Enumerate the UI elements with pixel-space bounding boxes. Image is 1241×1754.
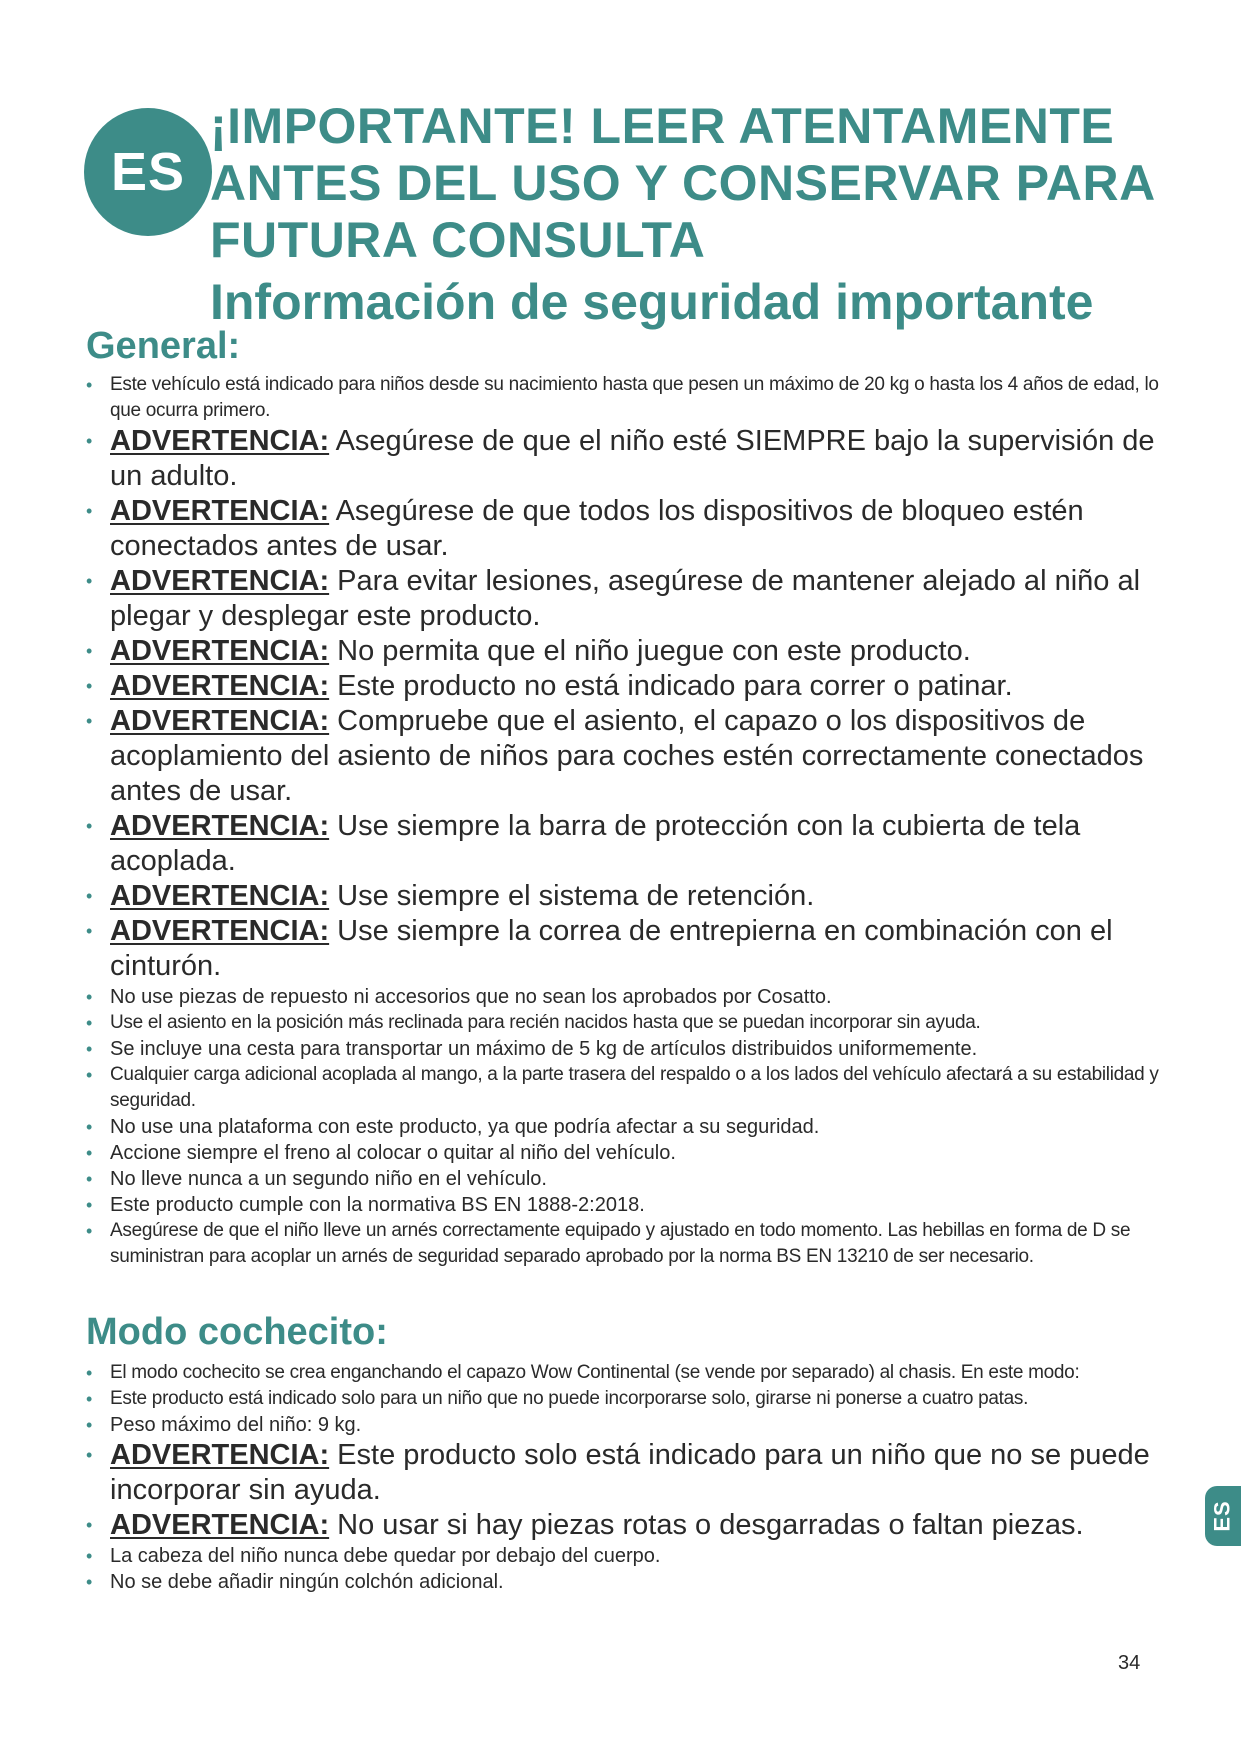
list-item bbox=[86, 1543, 1176, 1569]
item-text: Asegúrese de que el niño lleve un arnés correctamente equipado y ajustado en todo momento. Las hebillas en forma de D se suministran para acoplar un arnés de seguridad separado aprobado por la norma BS EN 13210 de ser necesario. bbox=[110, 1220, 1131, 1267]
language-side-tab bbox=[1205, 1486, 1241, 1546]
warning-label: ADVERTENCIA: bbox=[110, 635, 330, 667]
item-text: Asegúrese de que todos los dispositivos de bloqueo estén conectados antes de usar. bbox=[110, 495, 1084, 562]
warning-label: ADVERTENCIA: bbox=[110, 1509, 330, 1541]
cochecito-list bbox=[86, 1360, 1176, 1595]
warning-item bbox=[86, 634, 1176, 669]
page-subtitle: Información de seguridad importante bbox=[210, 274, 1094, 330]
item-text: Este producto no está indicado para correr o patinar. bbox=[329, 670, 1013, 702]
warning-item bbox=[86, 424, 1176, 494]
list-item bbox=[86, 1114, 1176, 1140]
page-number: 34 bbox=[1118, 1652, 1141, 1674]
item-text: No se debe añadir ningún colchón adicional. bbox=[110, 1571, 504, 1593]
list-item bbox=[86, 1010, 1176, 1036]
warning-label: ADVERTENCIA: bbox=[110, 810, 330, 842]
title-line: ¡IMPORTANTE! LEER ATENTAMENTE bbox=[210, 98, 1115, 154]
warning-item bbox=[86, 879, 1176, 914]
item-text: Peso máximo del niño: 9 kg. bbox=[110, 1414, 362, 1436]
item-text: Accione siempre el freno al colocar o quitar al niño del vehículo. bbox=[110, 1142, 676, 1164]
item-text: Se incluye una cesta para transportar un máximo de 5 kg de artículos distribuidos uniformemente. bbox=[110, 1038, 978, 1060]
item-text: Compruebe que el asiento, el capazo o los dispositivos de acoplamiento del asiento de niños para coches estén correctamente conectados antes de usar. bbox=[110, 705, 1144, 807]
title-line: ANTES DEL USO Y CONSERVAR PARA bbox=[210, 155, 1156, 211]
item-text: No use piezas de repuesto ni accesorios que no sean los aprobados por Cosatto. bbox=[110, 986, 832, 1008]
section-title: General: bbox=[86, 325, 241, 367]
section-title: Modo cochecito: bbox=[86, 1311, 388, 1353]
list-item bbox=[86, 984, 1176, 1010]
warning-item bbox=[86, 914, 1176, 984]
warning-label: ADVERTENCIA: bbox=[110, 1439, 330, 1471]
warning-item bbox=[86, 1508, 1176, 1543]
list-item bbox=[86, 1036, 1176, 1062]
item-text: No use una plataforma con este producto, ya que podría afectar a su seguridad. bbox=[110, 1116, 820, 1138]
warning-item bbox=[86, 669, 1176, 704]
item-text: Use siempre la correa de entrepierna en combinación con el cinturón. bbox=[110, 915, 1113, 982]
list-item bbox=[86, 1218, 1176, 1270]
warning-label: ADVERTENCIA: bbox=[110, 565, 330, 597]
item-text: Cualquier carga adicional acoplada al mango, a la parte trasera del respaldo o a los lados del vehículo afectará a su estabilidad y seguridad. bbox=[110, 1064, 1159, 1111]
item-text: No permita que el niño juegue con este producto. bbox=[329, 635, 971, 667]
list-item bbox=[86, 1192, 1176, 1218]
cochecito-section bbox=[86, 1310, 1176, 1595]
item-text: No lleve nunca a un segundo niño en el vehículo. bbox=[110, 1168, 547, 1190]
side-tab-label: ES bbox=[1209, 1500, 1235, 1532]
warning-label: ADVERTENCIA: bbox=[110, 880, 330, 912]
item-text: Este vehículo está indicado para niños desde su nacimiento hasta que pesen un máximo de 20 kg o hasta los 4 años de edad, lo que ocurra primero. bbox=[110, 374, 1159, 421]
list-item bbox=[86, 1062, 1176, 1114]
item-text: No usar si hay piezas rotas o desgarradas o faltan piezas. bbox=[329, 1509, 1084, 1541]
list-item bbox=[86, 1360, 1176, 1386]
page-title bbox=[210, 98, 1220, 269]
warning-label: ADVERTENCIA: bbox=[110, 670, 330, 702]
list-item bbox=[86, 1386, 1176, 1412]
warning-item bbox=[86, 704, 1176, 809]
item-text: Use siempre el sistema de retención. bbox=[329, 880, 815, 912]
item-text: Asegúrese de que el niño esté SIEMPRE bajo la supervisión de un adulto. bbox=[110, 425, 1155, 492]
language-badge: ES bbox=[84, 108, 212, 236]
header bbox=[210, 98, 1220, 331]
warning-item bbox=[86, 809, 1176, 879]
title-line: FUTURA CONSULTA bbox=[210, 212, 706, 268]
item-text: Para evitar lesiones, asegúrese de mantener alejado al niño al plegar y desplegar este producto. bbox=[110, 565, 1141, 632]
item-text: La cabeza del niño nunca debe quedar por debajo del cuerpo. bbox=[110, 1545, 661, 1567]
general-list bbox=[86, 372, 1176, 1270]
item-text: Use siempre la barra de protección con la cubierta de tela acoplada. bbox=[110, 810, 1081, 877]
list-item bbox=[86, 1140, 1176, 1166]
warning-label: ADVERTENCIA: bbox=[110, 495, 330, 527]
item-text: El modo cochecito se crea enganchando el capazo Wow Continental (se vende por separado) al chasis. En este modo: bbox=[110, 1362, 1080, 1383]
item-text: Este producto solo está indicado para un niño que no se puede incorporar sin ayuda. bbox=[110, 1439, 1150, 1506]
item-text: Este producto está indicado solo para un niño que no puede incorporarse solo, girarse ni ponerse a cuatro patas. bbox=[110, 1388, 1029, 1409]
general-section bbox=[86, 324, 1176, 1270]
item-text: Use el asiento en la posición más reclinada para recién nacidos hasta que se puedan incorporar sin ayuda. bbox=[110, 1012, 981, 1033]
warning-item bbox=[86, 1438, 1176, 1508]
warning-item bbox=[86, 494, 1176, 564]
warning-item bbox=[86, 564, 1176, 634]
list-item bbox=[86, 1569, 1176, 1595]
warning-label: ADVERTENCIA: bbox=[110, 705, 330, 737]
warning-label: ADVERTENCIA: bbox=[110, 915, 330, 947]
list-item bbox=[86, 1166, 1176, 1192]
list-item bbox=[86, 1412, 1176, 1438]
item-text: Este producto cumple con la normativa BS EN 1888-2:2018. bbox=[110, 1194, 645, 1216]
list-item bbox=[86, 372, 1176, 424]
warning-label: ADVERTENCIA: bbox=[110, 425, 330, 457]
